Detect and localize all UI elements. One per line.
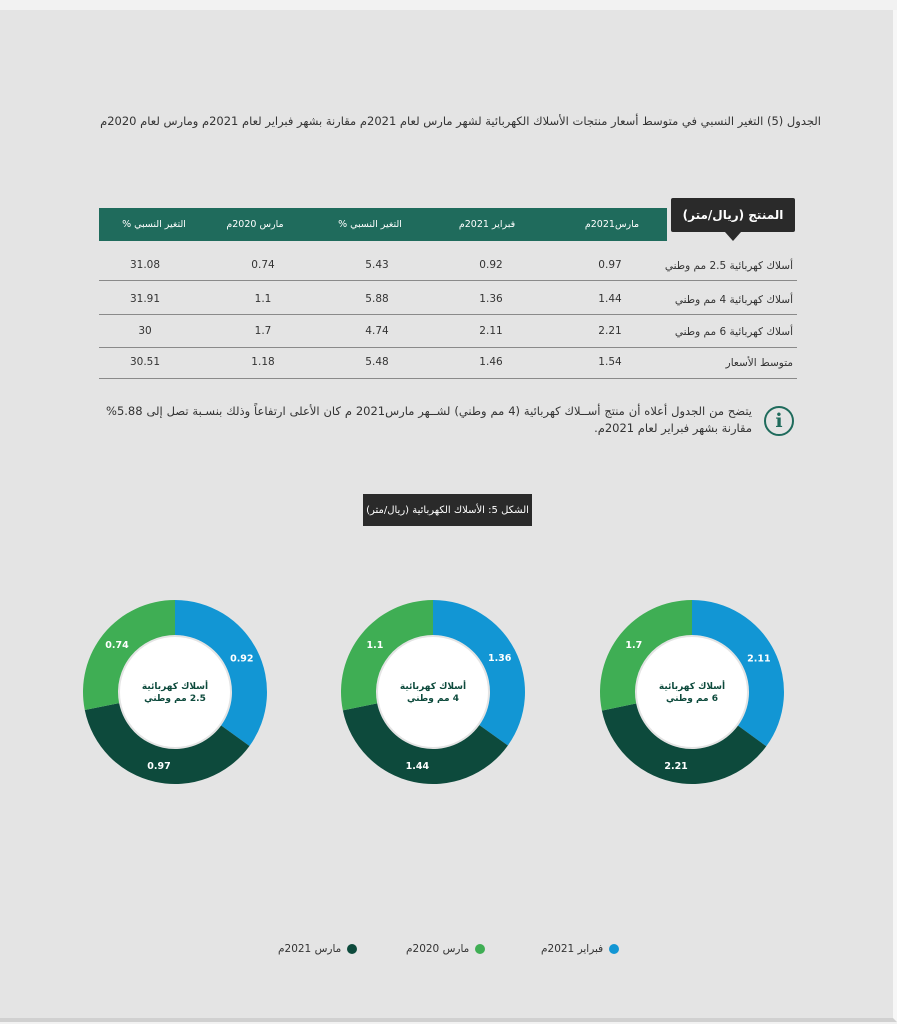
table-cell: 1.54 xyxy=(598,356,622,368)
donut-center-label: 4 مم وطني xyxy=(406,694,460,704)
donut-chart xyxy=(341,600,525,784)
donut-center-label: أسلاك كهربائية xyxy=(399,682,467,692)
slice-value-label: 0.97 xyxy=(147,760,171,772)
slice-value-label: 0.92 xyxy=(230,653,254,665)
table-cell: 31.91 xyxy=(129,293,161,305)
table-cell: 4.74 xyxy=(365,325,389,337)
header-feb2021: فبراير 2021م xyxy=(458,219,516,230)
table-cell: 0.92 xyxy=(479,259,503,271)
info-icon: i xyxy=(764,406,794,436)
table-cell: 5.48 xyxy=(365,356,389,368)
legend-item-feb2021 xyxy=(541,943,619,955)
table-cell: 0.97 xyxy=(598,259,622,271)
report-page xyxy=(0,10,897,1022)
product-header-label: المنتج (ريال/متر) xyxy=(671,198,795,232)
row-label: متوسط الأسعار xyxy=(725,357,793,369)
slice-value-label: 1.7 xyxy=(625,640,643,652)
donut-center-label: 6 مم وطني xyxy=(665,694,719,704)
donut-charts xyxy=(0,10,893,1018)
donut-center xyxy=(378,637,488,747)
header-mar2021: مارس2021م xyxy=(584,219,640,230)
table-cell: 1.46 xyxy=(479,356,503,368)
table-cell: 1.7 xyxy=(254,325,272,337)
header-change-feb: التغير النسبي % xyxy=(338,219,402,230)
table-cell: 30 xyxy=(138,325,152,337)
row-label: أسلاك كهربائية 2.5 مم وطني xyxy=(664,260,793,272)
table-cell: 1.1 xyxy=(254,293,272,305)
slice-value-label: 1.44 xyxy=(405,760,430,772)
slice-value-label: 2.11 xyxy=(747,653,771,665)
header-change-mar2020: التغير النسبي % xyxy=(122,219,186,230)
donut-center-label: 2.5 مم وطني xyxy=(144,694,206,704)
row-label: أسلاك كهربائية 6 مم وطني xyxy=(674,326,793,338)
note-text: يتضح من الجدول أعلاه أن منتج أســلاك كهربائية (4 مم وطني) لشــهر مارس2021 م كان الأعلى ارتفاعاً وذلك بنسـبة تصل إلى 5.88% مقارنة بشهر فبراير لعام 2021م. xyxy=(106,404,752,435)
slice-value-label: 0.74 xyxy=(105,639,129,651)
header-mar2020: مارس 2020م xyxy=(226,219,284,230)
table-cell: 5.43 xyxy=(365,259,389,271)
slice-value-label: 1.1 xyxy=(366,640,384,652)
legend-label: فبراير 2021م xyxy=(541,943,604,955)
legend-label: مارس 2020م xyxy=(406,943,470,955)
table-cell: 1.36 xyxy=(479,293,503,305)
table-cell: 0.74 xyxy=(251,259,275,271)
legend-item-mar2021 xyxy=(278,943,357,955)
row-label: أسلاك كهربائية 4 مم وطني xyxy=(674,294,793,306)
slice-value-label: 2.21 xyxy=(664,760,688,772)
donut-center xyxy=(637,637,747,747)
donut-chart xyxy=(83,600,267,784)
legend-item-mar2020 xyxy=(406,943,485,955)
table-title: الجدول (5) التغير النسبي في متوسط أسعار منتجات الأسلاك الكهربائية لشهر مارس لعام 2021م مقارنة بشهر فبراير لعام 2021م ومارس لعام 2020م xyxy=(100,114,821,128)
legend-swatch xyxy=(347,944,357,954)
legend-label: مارس 2021م xyxy=(278,943,342,955)
legend-swatch xyxy=(475,944,485,954)
table-cell: 1.18 xyxy=(251,356,275,368)
table-cell: 31.08 xyxy=(129,259,161,271)
table-cell: 30.51 xyxy=(129,356,161,368)
donut-chart xyxy=(600,600,784,784)
figure-title: الشكل 5: الأسلاك الكهربائية (ريال/متر) xyxy=(363,494,532,526)
table-cell: 1.44 xyxy=(598,293,622,305)
donut-center xyxy=(120,637,230,747)
donut-center-label: أسلاك كهربائية xyxy=(658,682,726,692)
table-cell: 2.21 xyxy=(598,325,622,337)
table-cell: 5.88 xyxy=(365,293,389,305)
table-cell: 2.11 xyxy=(479,325,503,337)
donut-center-label: أسلاك كهربائية xyxy=(141,682,209,692)
legend-swatch xyxy=(609,944,619,954)
slice-value-label: 1.36 xyxy=(487,653,512,665)
